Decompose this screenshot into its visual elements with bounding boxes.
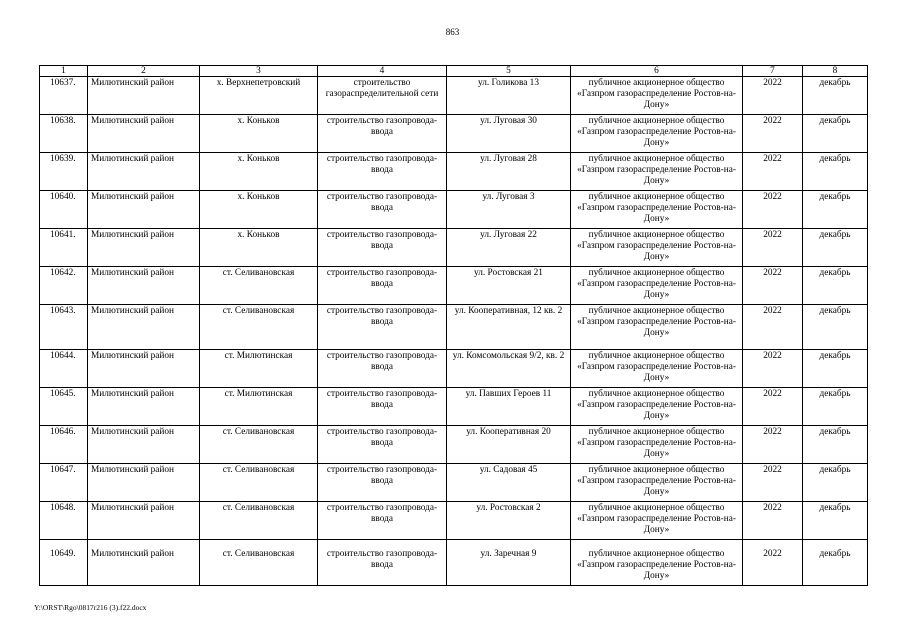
file-path-footer: Y:\ORST\Rgo\0817r216 (3).f22.docx: [34, 603, 147, 612]
column-header: 4: [318, 66, 447, 77]
settlement-cell: ст. Селивановская: [200, 426, 318, 464]
year-cell: 2022: [743, 464, 803, 502]
year-cell: 2022: [743, 77, 803, 115]
organization-cell: публичное акционерное общество «Газпром газораспределение Ростов-на-Дону»: [571, 388, 743, 426]
work-type-cell: строительство газопровода-ввода: [318, 267, 447, 305]
district-cell: Милютинский район: [88, 77, 200, 115]
month-cell: декабрь: [803, 305, 868, 350]
work-type-cell: строительство газопровода-ввода: [318, 502, 447, 540]
settlement-cell: х. Коньков: [200, 191, 318, 229]
column-header: 3: [200, 66, 318, 77]
work-type-cell: строительство газопровода-ввода: [318, 388, 447, 426]
table-row: [40, 305, 868, 350]
column-header: 7: [743, 66, 803, 77]
district-cell: Милютинский район: [88, 305, 200, 350]
month-cell: декабрь: [803, 426, 868, 464]
settlement-cell: х. Коньков: [200, 115, 318, 153]
row-number-cell: 10646.: [40, 426, 88, 464]
address-cell: ул. Ростовская 2: [447, 502, 571, 540]
year-cell: 2022: [743, 388, 803, 426]
address-cell: ул. Луговая 3: [447, 191, 571, 229]
work-type-cell: строительство газопровода-ввода: [318, 305, 447, 350]
page-number: 863: [445, 27, 460, 37]
month-cell: декабрь: [803, 153, 868, 191]
header-row: [40, 66, 868, 77]
organization-cell: публичное акционерное общество «Газпром газораспределение Ростов-на-Дону»: [571, 464, 743, 502]
organization-cell: публичное акционерное общество «Газпром газораспределение Ростов-на-Дону»: [571, 77, 743, 115]
district-cell: Милютинский район: [88, 153, 200, 191]
month-cell: декабрь: [803, 540, 868, 586]
organization-cell: публичное акционерное общество «Газпром газораспределение Ростов-на-Дону»: [571, 426, 743, 464]
month-cell: декабрь: [803, 229, 868, 267]
year-cell: 2022: [743, 350, 803, 388]
row-number-cell: 10640.: [40, 191, 88, 229]
year-cell: 2022: [743, 229, 803, 267]
register-table: [39, 65, 868, 586]
organization-cell: публичное акционерное общество «Газпром газораспределение Ростов-на-Дону»: [571, 229, 743, 267]
organization-cell: публичное акционерное общество «Газпром газораспределение Ростов-на-Дону»: [571, 305, 743, 350]
table-row: [40, 388, 868, 426]
month-cell: декабрь: [803, 267, 868, 305]
address-cell: ул. Луговая 22: [447, 229, 571, 267]
table-row: [40, 502, 868, 540]
column-header: 1: [40, 66, 88, 77]
work-type-cell: строительство газопровода-ввода: [318, 115, 447, 153]
settlement-cell: х. Коньков: [200, 229, 318, 267]
address-cell: ул. Ростовская 21: [447, 267, 571, 305]
month-cell: декабрь: [803, 191, 868, 229]
address-cell: ул. Кооперативная 20: [447, 426, 571, 464]
row-number-cell: 10639.: [40, 153, 88, 191]
year-cell: 2022: [743, 540, 803, 586]
organization-cell: публичное акционерное общество «Газпром газораспределение Ростов-на-Дону»: [571, 191, 743, 229]
district-cell: Милютинский район: [88, 350, 200, 388]
work-type-cell: строительство газопровода-ввода: [318, 153, 447, 191]
work-type-cell: строительство газопровода-ввода: [318, 540, 447, 586]
month-cell: декабрь: [803, 388, 868, 426]
address-cell: ул. Павших Героев 11: [447, 388, 571, 426]
settlement-cell: ст. Селивановская: [200, 464, 318, 502]
district-cell: Милютинский район: [88, 426, 200, 464]
settlement-cell: х. Верхнепетровский: [200, 77, 318, 115]
work-type-cell: строительство газопровода-ввода: [318, 191, 447, 229]
work-type-cell: строительство газопровода-ввода: [318, 426, 447, 464]
month-cell: декабрь: [803, 350, 868, 388]
organization-cell: публичное акционерное общество «Газпром газораспределение Ростов-на-Дону»: [571, 153, 743, 191]
year-cell: 2022: [743, 502, 803, 540]
settlement-cell: ст. Милютинская: [200, 388, 318, 426]
table-row: [40, 153, 868, 191]
column-header: 6: [571, 66, 743, 77]
row-number-cell: 10644.: [40, 350, 88, 388]
month-cell: декабрь: [803, 115, 868, 153]
row-number-cell: 10641.: [40, 229, 88, 267]
district-cell: Милютинский район: [88, 464, 200, 502]
work-type-cell: строительство газораспределительной сети: [318, 77, 447, 115]
organization-cell: публичное акционерное общество «Газпром газораспределение Ростов-на-Дону»: [571, 350, 743, 388]
month-cell: декабрь: [803, 464, 868, 502]
district-cell: Милютинский район: [88, 540, 200, 586]
year-cell: 2022: [743, 115, 803, 153]
settlement-cell: ст. Селивановская: [200, 305, 318, 350]
table-row: [40, 540, 868, 586]
month-cell: декабрь: [803, 502, 868, 540]
organization-cell: публичное акционерное общество «Газпром газораспределение Ростов-на-Дону»: [571, 267, 743, 305]
settlement-cell: ст. Селивановская: [200, 267, 318, 305]
year-cell: 2022: [743, 267, 803, 305]
organization-cell: публичное акционерное общество «Газпром газораспределение Ростов-на-Дону»: [571, 502, 743, 540]
organization-cell: публичное акционерное общество «Газпром газораспределение Ростов-на-Дону»: [571, 540, 743, 586]
table-row: [40, 464, 868, 502]
settlement-cell: ст. Милютинская: [200, 350, 318, 388]
district-cell: Милютинский район: [88, 267, 200, 305]
address-cell: ул. Голикова 13: [447, 77, 571, 115]
table-row: [40, 350, 868, 388]
column-header: 8: [803, 66, 868, 77]
column-header: 5: [447, 66, 571, 77]
table-row: [40, 229, 868, 267]
address-cell: ул. Заречная 9: [447, 540, 571, 586]
district-cell: Милютинский район: [88, 502, 200, 540]
year-cell: 2022: [743, 153, 803, 191]
address-cell: ул. Кооперативная, 12 кв. 2: [447, 305, 571, 350]
address-cell: ул. Садовая 45: [447, 464, 571, 502]
row-number-cell: 10645.: [40, 388, 88, 426]
settlement-cell: ст. Селивановская: [200, 540, 318, 586]
table-row: [40, 191, 868, 229]
row-number-cell: 10638.: [40, 115, 88, 153]
year-cell: 2022: [743, 305, 803, 350]
address-cell: ул. Комсомольская 9/2, кв. 2: [447, 350, 571, 388]
settlement-cell: х. Коньков: [200, 153, 318, 191]
row-number-cell: 10649.: [40, 540, 88, 586]
district-cell: Милютинский район: [88, 115, 200, 153]
work-type-cell: строительство газопровода-ввода: [318, 229, 447, 267]
row-number-cell: 10648.: [40, 502, 88, 540]
year-cell: 2022: [743, 191, 803, 229]
address-cell: ул. Луговая 28: [447, 153, 571, 191]
work-type-cell: строительство газопровода-ввода: [318, 350, 447, 388]
district-cell: Милютинский район: [88, 191, 200, 229]
table-row: [40, 267, 868, 305]
row-number-cell: 10647.: [40, 464, 88, 502]
address-cell: ул. Луговая 30: [447, 115, 571, 153]
row-number-cell: 10637.: [40, 77, 88, 115]
table-row: [40, 77, 868, 115]
row-number-cell: 10642.: [40, 267, 88, 305]
table-row: [40, 115, 868, 153]
organization-cell: публичное акционерное общество «Газпром газораспределение Ростов-на-Дону»: [571, 115, 743, 153]
month-cell: декабрь: [803, 77, 868, 115]
work-type-cell: строительство газопровода-ввода: [318, 464, 447, 502]
settlement-cell: ст. Селивановская: [200, 502, 318, 540]
column-header: 2: [88, 66, 200, 77]
district-cell: Милютинский район: [88, 229, 200, 267]
row-number-cell: 10643.: [40, 305, 88, 350]
year-cell: 2022: [743, 426, 803, 464]
district-cell: Милютинский район: [88, 388, 200, 426]
table-row: [40, 426, 868, 464]
